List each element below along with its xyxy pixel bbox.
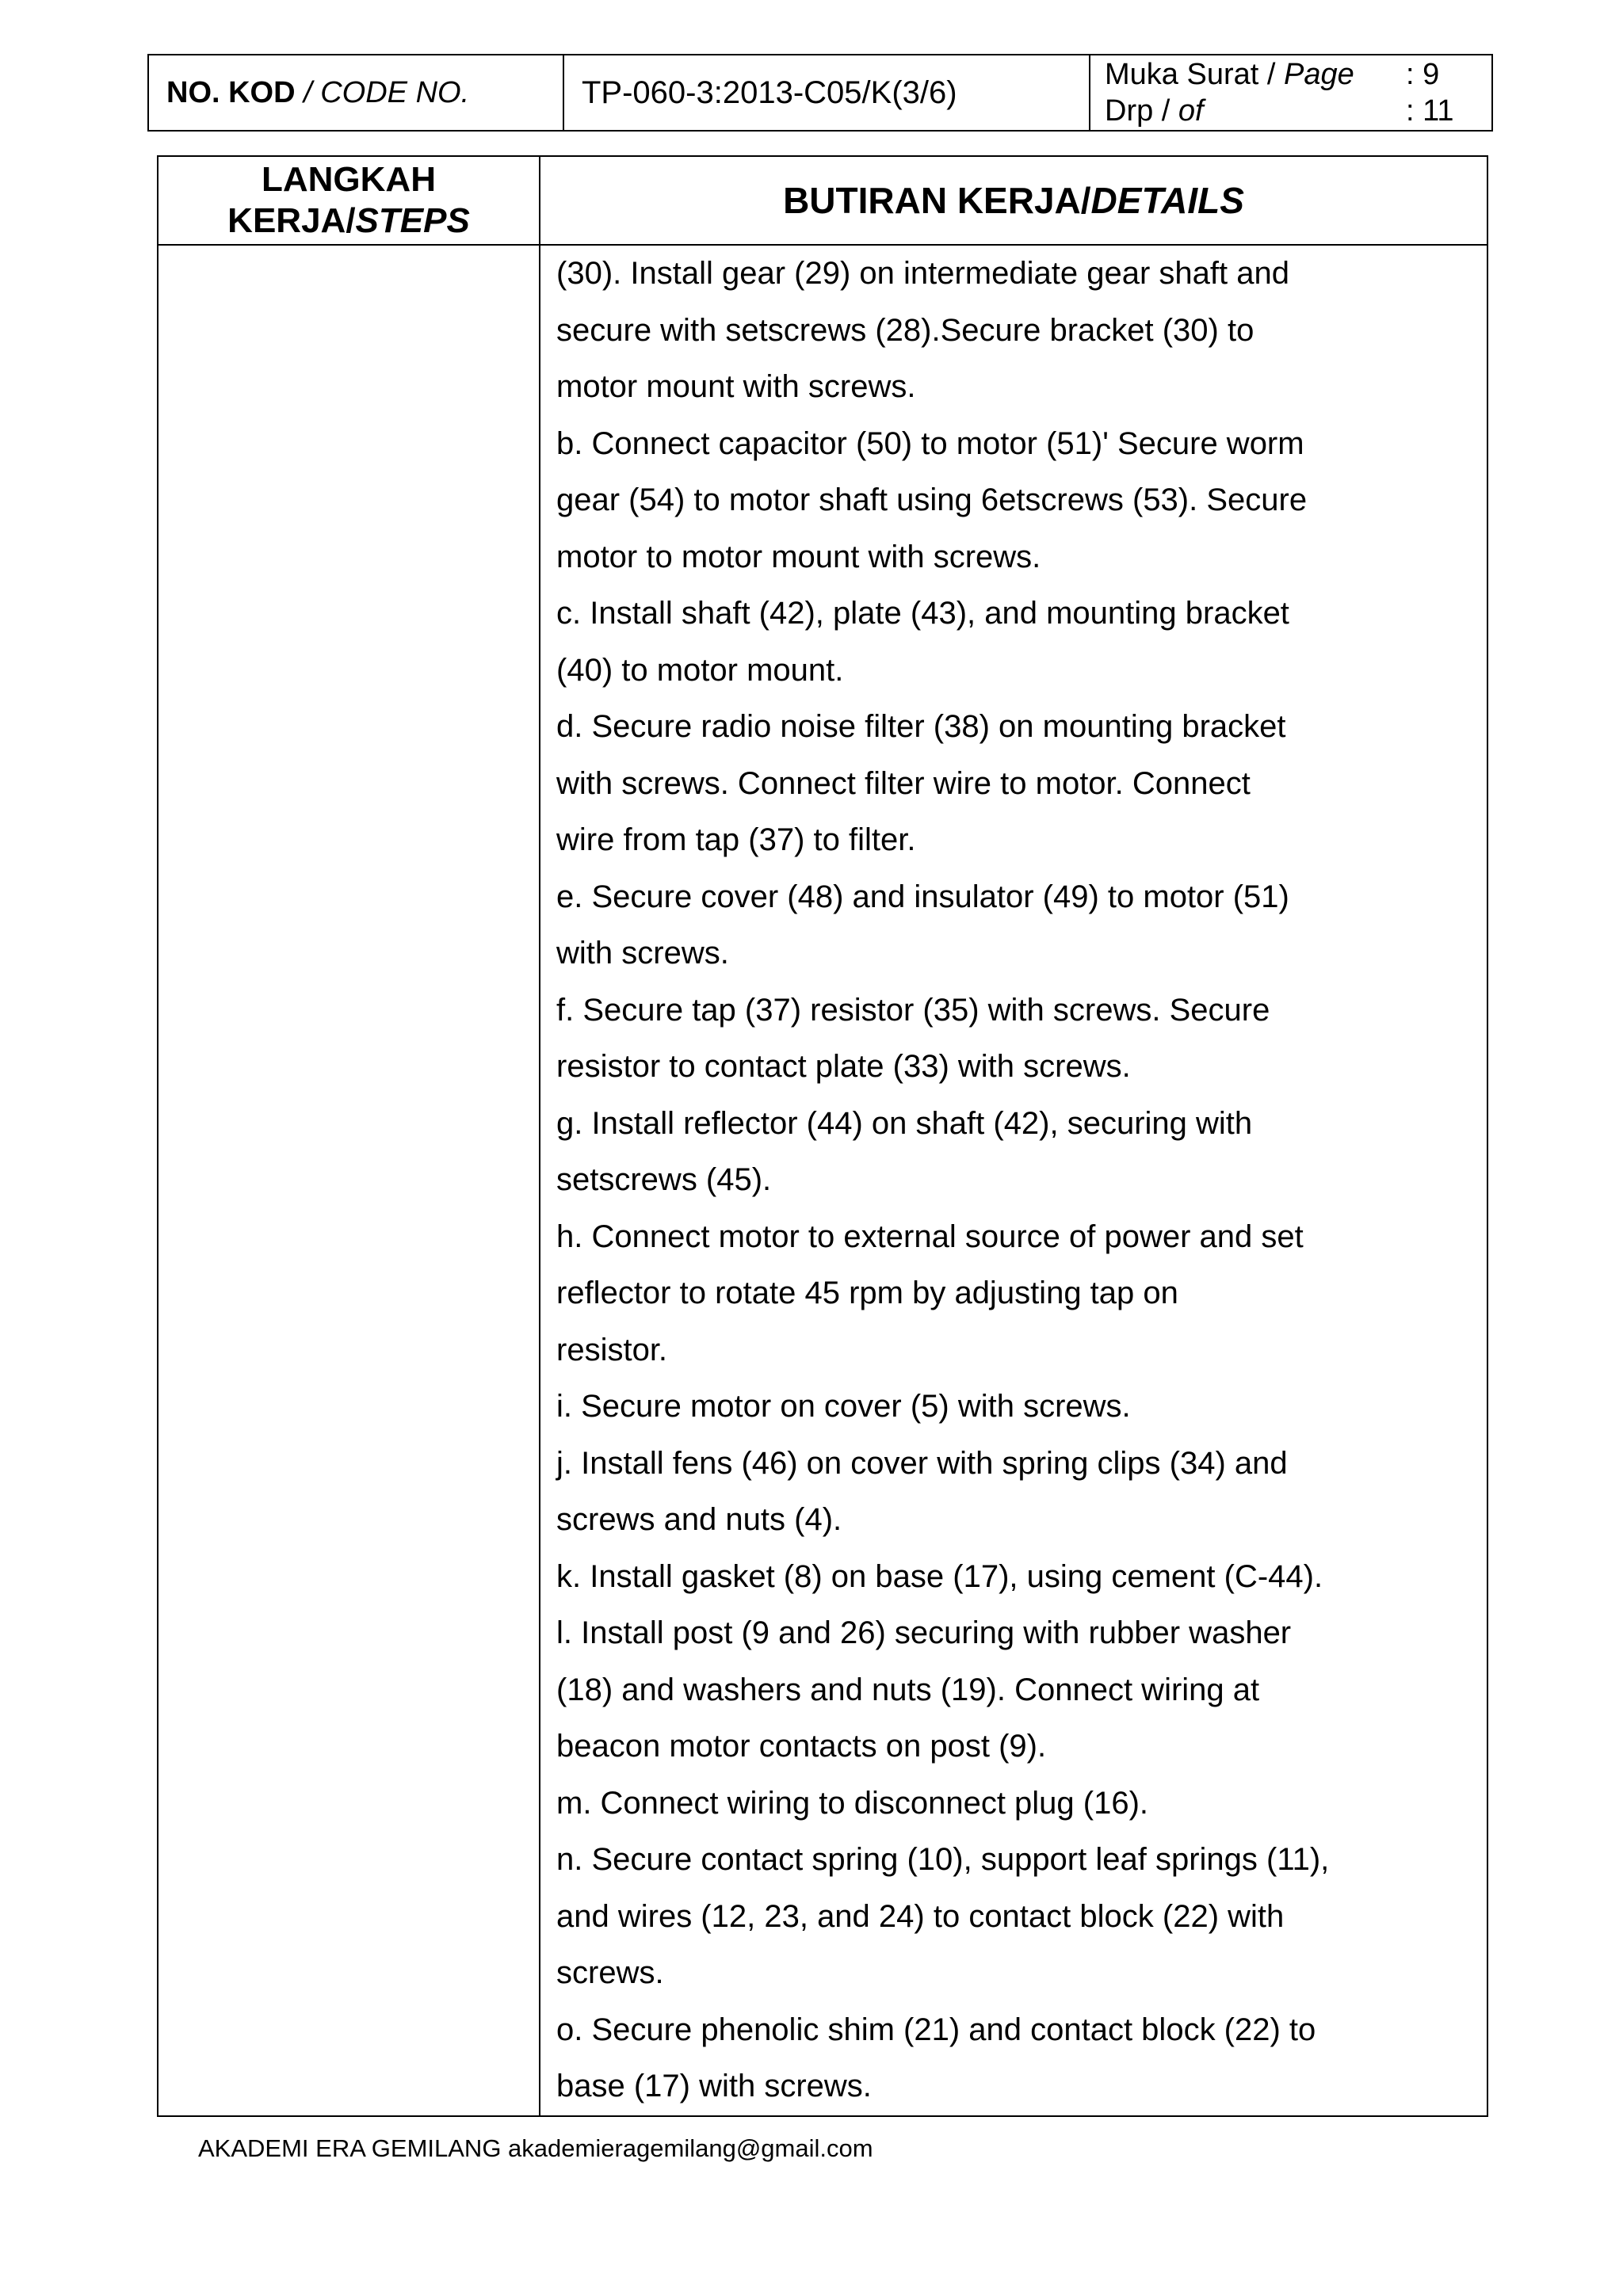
detail-line: reflector to rotate 45 rpm by adjusting tap on	[556, 1276, 1178, 1310]
detail-line: i. Secure motor on cover (5) with screws.	[556, 1389, 1131, 1424]
detail-line: g. Install reflector (44) on shaft (42), securing with	[556, 1105, 1253, 1141]
detail-line: h. Connect motor to external source of power and set	[556, 1219, 1304, 1254]
detail-line: (18) and washers and nuts (19). Connect wiring at	[556, 1672, 1260, 1707]
footer-text: AKADEMI ERA GEMILANG akademieragemilang@gmail.com	[198, 2134, 873, 2162]
detail-line: k. Install gasket (8) on base (17), using cement (C-44).	[556, 1558, 1323, 1594]
steps-column-header: LANGKAH KERJA/STEPS	[158, 156, 540, 245]
page-value: : 9	[1406, 58, 1440, 91]
detail-line: f. Secure tap (37) resistor (35) with screws. Secure	[556, 992, 1270, 1028]
code-value: TP-060-3:2013-C05/K(3/6)	[582, 74, 957, 110]
detail-line: setscrews (45).	[556, 1162, 772, 1197]
detail-line: j. Install fens (46) on cover with spring clips (34) and	[556, 1445, 1288, 1481]
detail-line: and wires (12, 23, and 24) to contact block (22) with	[556, 1898, 1285, 1934]
page-label: Muka Surat / Page	[1105, 58, 1354, 91]
detail-line: beacon motor contacts on post (9).	[556, 1729, 1047, 1764]
detail-line: l. Install post (9 and 26) securing with rubber washer	[556, 1615, 1292, 1650]
detail-line: motor to motor mount with screws.	[556, 539, 1041, 574]
of-value: : 11	[1406, 94, 1454, 128]
page-row	[1105, 56, 1491, 93]
detail-line: motor mount with screws.	[556, 369, 916, 404]
work-steps-table	[157, 155, 1488, 2117]
detail-line: (40) to motor mount.	[556, 652, 844, 688]
page-info-cell	[1090, 55, 1492, 131]
code-label-bold: NO. KOD	[166, 75, 296, 109]
of-label: Drp / of	[1105, 94, 1204, 128]
detail-line: resistor to contact plate (33) with screws.	[556, 1049, 1131, 1084]
detail-line: gear (54) to motor shaft using 6etscrews (53). Secure	[556, 482, 1308, 517]
detail-line: screws and nuts (4).	[556, 1502, 842, 1537]
details-text	[556, 246, 1487, 2115]
detail-line: resistor.	[556, 1332, 668, 1367]
code-label-cell	[148, 55, 563, 131]
detail-line: e. Secure cover (48) and insulator (49) to motor (51)	[556, 879, 1289, 914]
of-row	[1105, 93, 1491, 129]
details-column-header: BUTIRAN KERJA/DETAILS	[540, 156, 1487, 245]
code-label-italic: / CODE NO.	[295, 75, 470, 109]
document-header	[147, 54, 1493, 132]
detail-line: with screws. Connect filter wire to motor. Connect	[556, 765, 1251, 801]
detail-line: o. Secure phenolic shim (21) and contact block (22) to	[556, 2012, 1316, 2047]
detail-line: c. Install shaft (42), plate (43), and mounting bracket	[556, 596, 1289, 631]
detail-line: n. Secure contact spring (10), support leaf springs (11),	[556, 1842, 1330, 1877]
detail-line: (30). Install gear (29) on intermediate gear shaft and	[556, 256, 1289, 291]
details-cell	[540, 245, 1487, 2116]
detail-line: secure with setscrews (28).Secure bracket (30) to	[556, 312, 1254, 348]
detail-line: d. Secure radio noise filter (38) on mounting bracket	[556, 709, 1286, 744]
detail-line: with screws.	[556, 936, 729, 971]
detail-line: wire from tap (37) to filter.	[556, 822, 916, 857]
detail-line: m. Connect wiring to disconnect plug (16).	[556, 1785, 1149, 1821]
steps-cell	[158, 245, 540, 2116]
detail-line: b. Connect capacitor (50) to motor (51)' Secure worm	[556, 425, 1304, 461]
detail-line: base (17) with screws.	[556, 2069, 872, 2103]
code-value-cell	[563, 55, 1090, 131]
detail-line: screws.	[556, 1955, 664, 1990]
